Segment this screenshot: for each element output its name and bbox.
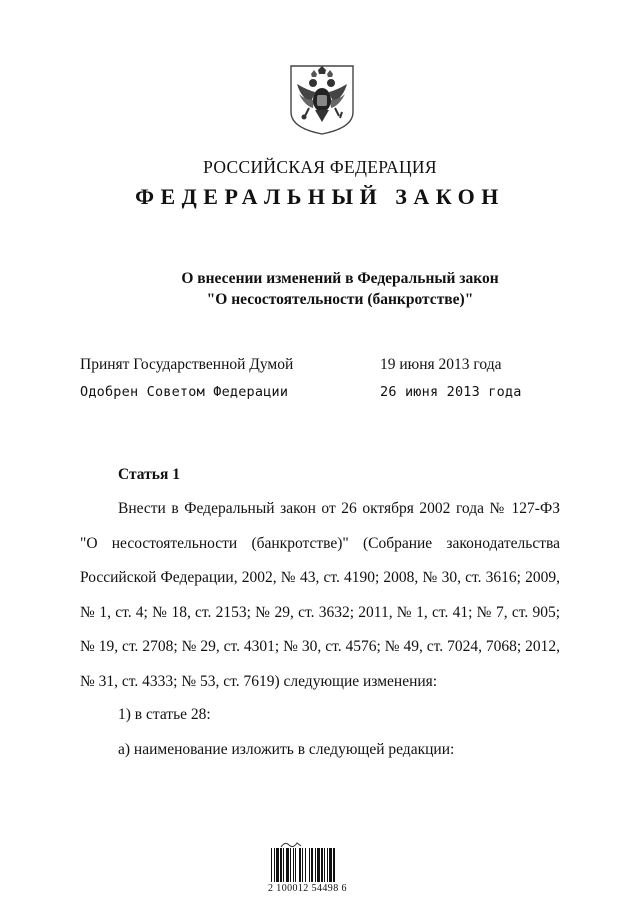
barcode-bar (309, 848, 310, 882)
approved-by-council-row (80, 382, 560, 408)
barcode-bar (315, 848, 316, 882)
article-heading: Статья 1 (118, 466, 180, 483)
barcode-bar (329, 848, 332, 882)
law-title-line-2: "О несостоятельности (банкротстве)" (206, 291, 474, 308)
barcode-bar (286, 848, 289, 882)
law-title (0, 268, 640, 310)
barcode-bar (299, 848, 301, 882)
list-item: а) наименование изложить в следующей редакции: (118, 741, 455, 758)
barcode-bar (321, 848, 323, 882)
barcode-bar (311, 848, 313, 882)
approved-label: Одобрен Советом Федерации (80, 384, 289, 400)
barcode-bar (327, 848, 328, 882)
barcode-bar (295, 848, 296, 882)
adopted-date: 19 июня 2013 года (380, 356, 502, 373)
coat-of-arms-emblem (287, 64, 357, 136)
barcode-bars (270, 848, 362, 882)
document-type-heading: ФЕДЕРАЛЬНЫЙ ЗАКОН (135, 184, 505, 209)
barcode-digits: 2 100012 54498 6 (268, 883, 347, 894)
barcode-bar (280, 848, 282, 882)
barcode-signature-mark (280, 840, 302, 848)
adopted-label: Принят Государственной Думой (80, 356, 294, 373)
adopted-by-duma-row (80, 356, 560, 382)
barcode-bar (276, 848, 279, 882)
barcode-bar (317, 848, 320, 882)
barcode-bar (271, 848, 272, 882)
law-title-line-1: О внесении изменений в Федеральный закон (181, 270, 499, 287)
barcode-bar (333, 848, 335, 882)
barcode-bar (290, 848, 291, 882)
list-item: 1) в статье 28: (118, 706, 211, 723)
barcode-bar (302, 848, 303, 882)
barcode-bar (293, 848, 294, 882)
approved-date: 26 июня 2013 года (380, 384, 522, 400)
article-paragraph: Внести в Федеральный закон от 26 октября 2002 года № 127-ФЗ "О несостоятельности (банкротстве)" (Собрание законодательства Российской Федерации, 2002, № 43, ст. 4190; 2008, № 30, ст. 3616; 2009, № 1, ст. 4; № 18, ст. 2153; № 29, ст. 3632; 2011, № 1, ст. 41; № 7, ст. 905; № 19, ст. 2708; № 29, ст. 4301; № 30, ст. 4576; № 49, ст. 7024, 7068; 2012, № 31, ст. 4333; № 53, ст. 7619) следующие изменения: (80, 500, 560, 690)
barcode-bar (274, 848, 275, 882)
country-name: РОССИЙСКАЯ ФЕДЕРАЦИЯ (203, 157, 437, 177)
barcode-bar (305, 848, 306, 882)
barcode-bar (324, 848, 325, 882)
barcode-bar (283, 848, 284, 882)
adoption-dates (80, 356, 560, 408)
